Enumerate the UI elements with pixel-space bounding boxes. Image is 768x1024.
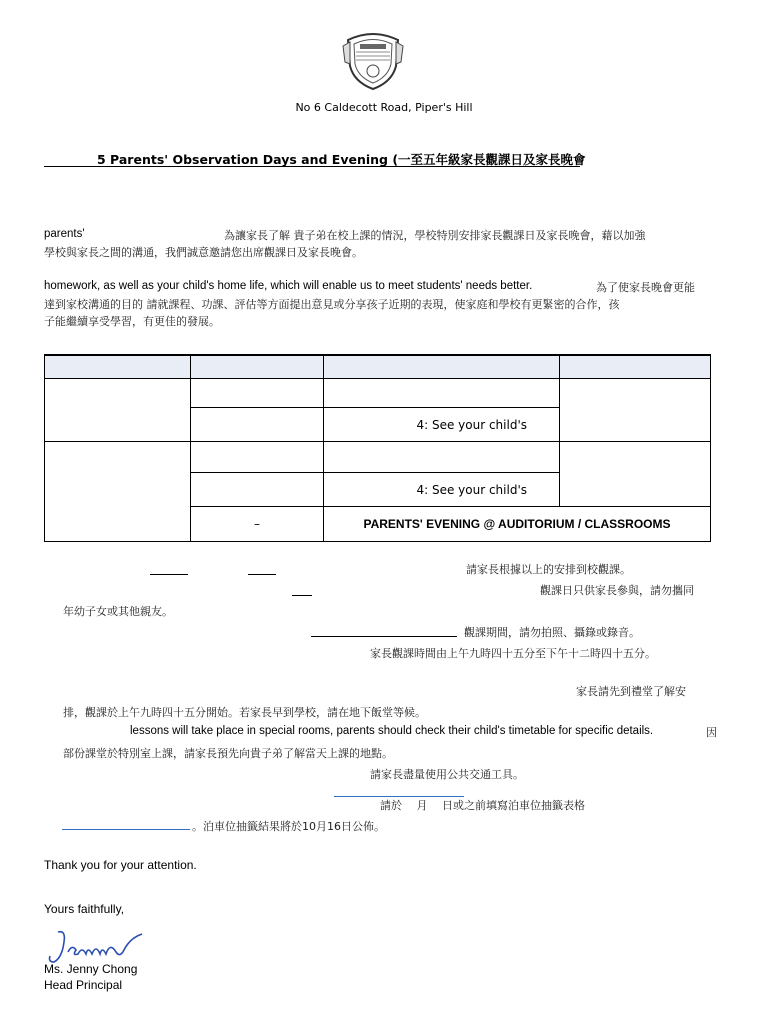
para1-en: parents' [44,228,85,240]
school-address: No 6 Caldecott Road, Piper's Hill [295,101,473,114]
table-cell [324,442,560,472]
see-child-cell: 4: See your child's [324,407,560,442]
note-9: 部份課堂於特別室上課，請家長預先向貴子弟了解當天上課的地點。 [63,747,393,760]
blank-line [150,574,188,575]
para1-cjk-line1: 為讓家長了解 貴子弟在校上課的情況，學校特別安排家長觀課日及家長晚會，藉以加強 [224,229,646,242]
para2-cjk-line3: 子能繼續享受學習，有更佳的發展。 [44,315,220,328]
principal-role: Head Principal [44,978,123,992]
table-cell [560,379,711,442]
table-cell [324,379,560,407]
table-header-cell [324,355,560,379]
table-cell [45,379,191,442]
note-6: 家長請先到禮堂了解安 [576,685,686,698]
thanks-line: Thank you for your attention. [44,858,197,872]
note-7: 排，觀課於上午九時四十五分開始。若家長早到學校，請在地下飯堂等候。 [63,706,426,719]
para2-cjk-line1: 為了使家長晚會更能 [596,281,695,294]
blank-line [311,636,457,637]
table-header-row [45,355,711,379]
school-crest-icon [342,26,404,92]
note-2: 觀課日只供家長參與，請勿攜同 [540,584,694,597]
table-row [45,442,711,472]
note-11: 請於 月 日或之前填寫泊車位抽籤表格 [380,799,585,812]
table-header-cell [560,355,711,379]
blank-line [62,829,190,830]
table-cell [191,472,324,507]
note-5: 家長觀課時間由上午九時四十五分至下午十二時四十五分。 [370,647,656,660]
note-1: 請家長根據以上的安排到校觀課。 [466,563,631,576]
title-underline [44,166,580,167]
para1-cjk-line2: 學校與家長之間的溝通，我們誠意邀請您出席觀課日及家長晚會。 [44,246,363,259]
para2-en: homework, as well as your child's home life, which will enable us to meet students' needs better. [44,280,533,292]
para2-cjk-line2: 達到家校溝通的目的 請就課程、功課、評估等方面提出意見或分享孩子近期的表現，使家庭和學校有更緊密的合作，孩 [44,298,620,311]
note-10: 請家長盡量使用公共交通工具。 [370,768,524,781]
note-8-cjk: 因 [706,726,717,739]
letter-title: 5 Parents' Observation Days and Evening (一至五年級家長觀課日及家長晚會 [97,152,586,167]
blank-line [292,595,312,596]
blank-line [248,574,276,575]
principal-name: Ms. Jenny Chong [44,962,138,976]
table-row [45,379,711,407]
note-3: 年幼子女或其他親友。 [63,605,173,618]
note-12: 。泊車位抽籤結果將於10月16日公佈。 [192,820,385,833]
note-8-en: lessons will take place in special rooms, parents should check their child's timetable for specific details. [130,725,654,737]
dash-cell: – [191,507,324,542]
table-cell [560,442,711,507]
schedule-table [44,354,711,542]
table-header-cell [45,355,191,379]
table-cell [191,442,324,472]
table-cell [45,442,191,542]
parents-evening-cell: PARENTS' EVENING @ AUDITORIUM / CLASSROOMS [324,507,711,542]
yours-faithfully: Yours faithfully, [44,902,125,916]
table-cell [191,379,324,407]
note-4: 觀課期間，請勿拍照、攝錄或錄音。 [464,626,640,639]
table-header-cell [191,355,324,379]
table-cell [191,407,324,442]
see-child-cell: 4: See your child's [324,472,560,507]
